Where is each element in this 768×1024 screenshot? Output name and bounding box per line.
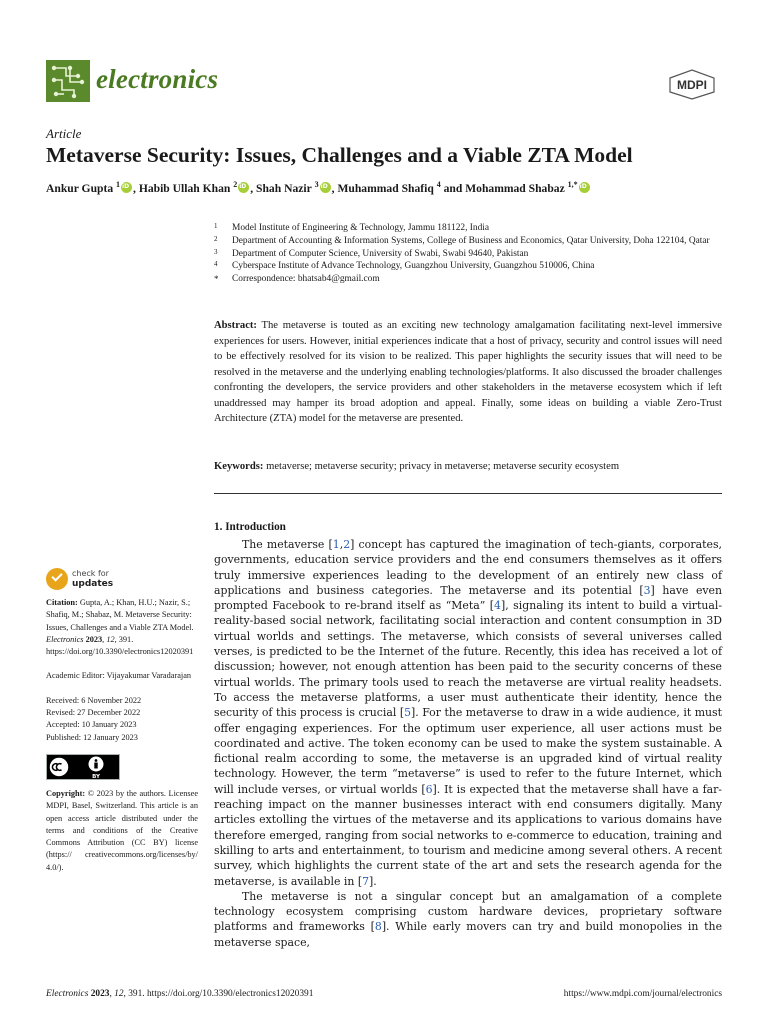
orcid-icon[interactable]	[320, 182, 331, 193]
section-divider	[214, 493, 722, 494]
circuit-icon	[46, 60, 90, 102]
copyright-label: Copyright:	[46, 788, 86, 798]
affiliation-item	[214, 260, 724, 273]
affiliations	[214, 222, 724, 286]
author-name[interactable]: Muhammad Shafiq	[337, 181, 434, 195]
paragraph: The metaverse is not a singular concept but an amalgamation of a complete technology ecosystem comprising custom hardware devices, proprietary software platforms and frameworks [8]. While early movers can try and build monopolies in the metaverse space,	[214, 889, 723, 949]
copyright	[46, 788, 198, 874]
author-separator: and	[440, 181, 466, 195]
footer-journal: Electronics	[46, 989, 89, 999]
mdpi-logo-text: MDPI	[677, 78, 707, 92]
author-separator: ,	[331, 181, 338, 195]
journal-name: electronics	[96, 64, 219, 94]
copyright-text: © 2023 by the authors. Licensee MDPI, Basel, Switzerland. This article is an open access article distributed under the terms and conditions of the Creative Commons Attribution (CC BY) license (https:// creativecommons.org/licenses/by/ 4.0/).	[46, 788, 199, 872]
citation-journal: Electronics	[46, 634, 84, 644]
check-icon	[46, 568, 68, 590]
author-name[interactable]: Mohammad Shabaz	[465, 181, 565, 195]
author-separator: ,	[133, 181, 139, 195]
orcid-icon[interactable]	[121, 182, 132, 193]
author-affil-sup: 3	[314, 180, 319, 189]
citation-ref-link[interactable]: 8	[374, 920, 382, 934]
author-affil-sup: 1	[116, 180, 121, 189]
author-affil-sup: 4	[436, 180, 441, 189]
author-list	[46, 180, 746, 195]
keywords	[214, 459, 722, 474]
affiliation-item	[214, 235, 724, 248]
check-updates-line1: check for	[72, 569, 109, 578]
section-heading: 1. Introduction	[214, 521, 286, 533]
journal-logo	[46, 60, 90, 102]
citation-ref-link[interactable]: 5	[404, 706, 412, 720]
check-updates-line2: updates	[72, 579, 114, 589]
citation-ref-link[interactable]: 6	[425, 782, 433, 796]
footer-volume: 12	[114, 989, 124, 999]
author-affil-sup: 1,*	[567, 180, 578, 189]
keywords-text: metaverse; metaverse security; privacy in metaverse; metaverse security ecosystem	[266, 461, 620, 472]
affiliation-number: 3	[214, 247, 218, 256]
keywords-label: Keywords:	[214, 461, 264, 472]
affiliation-number: 1	[214, 222, 218, 230]
citation-text: Gupta, A.; Khan, H.U.; Nazir, S.; Shafiq, M.; Shabaz, M. Metaverse Security: Issues, Challenges and a Viable ZTA Model.	[46, 598, 194, 632]
affiliation-text: Department of Accounting & Information Systems, College of Business and Economics, Qatar University, Doha 122104, Qatar	[232, 235, 710, 246]
author-separator: ,	[250, 181, 257, 195]
citation-ref-link[interactable]: 3	[643, 583, 651, 597]
affiliation-text: Model Institute of Engineering & Technology, Jammu 181122, India	[232, 223, 490, 233]
affiliation-text: Department of Computer Science, University of Swabi, Swabi 94640, Pakistan	[232, 248, 529, 259]
citation-ref-link[interactable]: 2	[343, 538, 351, 551]
cc-by-icon[interactable]	[46, 754, 120, 780]
footer-year: 2023	[90, 989, 110, 999]
date-revised: Revised: 27 December 2022	[46, 708, 141, 718]
correspondence-text[interactable]: Correspondence: bhatsab4@gmail.com	[232, 274, 380, 285]
abstract	[214, 318, 722, 427]
sidebar	[46, 597, 198, 886]
footer-doi-link[interactable]: , 391. https://doi.org/10.3390/electronics12020391	[123, 989, 314, 999]
citation: Citation: Gupta, A.; Khan, H.U.; Nazir, S.; Shafiq, M.; Shabaz, M. Metaverse Security: Issues, Challenges and a Viable ZTA Model. Electronics 2023, 12, 391. https://doi.org/10.3390/electronics12020391	[46, 598, 194, 657]
citation-ref-link[interactable]: 4	[494, 599, 501, 613]
affiliation-item	[214, 248, 724, 261]
citation-ref-link[interactable]: 1	[332, 538, 340, 551]
footer-journal-url[interactable]: https://www.mdpi.com/journal/electronics	[563, 989, 722, 999]
correspondence-mark: *	[214, 274, 219, 285]
author-name[interactable]: Habib Ullah Khan	[138, 181, 231, 195]
article-dates	[46, 695, 198, 744]
body-text	[214, 537, 722, 950]
author-name[interactable]: Shah Nazir	[256, 181, 312, 195]
affiliation-item	[214, 222, 724, 235]
affiliation-number: 4	[214, 260, 218, 269]
author-affil-sup: 2	[233, 180, 238, 189]
footer-citation: Electronics 2023, 12, 391. https://doi.org/10.3390/electronics12020391	[46, 989, 314, 999]
date-received: Received: 6 November 2022	[46, 695, 142, 705]
paragraph: The metaverse [1,2] concept has captured the imagination of tech-giants, corporates, governments, education service providers and the end consumers themselves as it offers truly immersive experiences leading to the development of an entirely new class of applications and business categories. The metaverse and its potential [3] have even prompted Facebook to re-brand itself as “Meta” [4], signaling its intent to build a virtual-reality-based social network, facilitating social interaction and content consumption in 3D virtual worlds and settings. The metaverse, which consists of several universes called verses, is predicted to be the Internet of the future. Recently, this idea has received a lot of discussion; however, not enough attention has been paid to the security concerns of these virtual worlds. The primary tools used to reach the metaverse are virtual reality headsets. To access the metaverse platforms, a user must authenticate their identity, hence the security of this process is crucial [5]. For the metaverse to draw in a wide audience, it must offer engaging experiences. For the optimum user experience, all user actions must be coordinated and active. The token economy can be used to make the system sustainable. A fictional realm according to some, the metaverse is an upgraded kind of virtual reality technology. However, the term “metaverse” is used to refer to the future Internet, which will include verses, or virtual worlds [6]. It is expected that the metaverse shall have a far-reaching impact on the manner businesses interact with end consumers digitally. Many articles extolling the virtues of the metaverse and its applications to various domains have therefore emerged, ranging from social networks to e-commerce to education, training and skilling to arts and entertainment, to tourism and medicine among several others. A recent survey, which highlights the current state of the art and sets the research agenda for the metaverse, is available in [7].	[214, 538, 723, 888]
affiliation-number: 2	[214, 234, 218, 243]
correspondence	[214, 273, 724, 286]
citation-label: Citation:	[46, 598, 78, 607]
affiliation-text: Cyberspace Institute of Advance Technology, Guangzhou University, Guangzhou 510006, China	[232, 261, 595, 272]
abstract-text: The metaverse is touted as an exciting new technology amalgamation facilitating next-level immersive experiences for users. However, initial experiences indicate that a host of privacy, security and control issues will need to be effectively resolved for its vision to be realized. This paper highlights the security issues that will need to be resolved in the metaverse and the underlying enabling technologies/platforms. It also discussed the broader challenges confronting the developers, the service providers and other stakeholders in the metaverse ecosystem which if left unaddressed may hamper its broad adoption and appeal. Finally, some ideas on building a viable Zero-Trust Architecture (ZTA) model for the metaverse are presented.	[214, 320, 722, 424]
academic-editor: Academic Editor: Vijayakumar Varadarajan	[46, 671, 192, 681]
abstract-label: Abstract:	[214, 320, 257, 331]
orcid-icon[interactable]	[579, 182, 590, 193]
orcid-icon[interactable]	[238, 182, 249, 193]
citation-doi[interactable]: , 391. https://doi.org/10.3390/electronics12020391	[46, 634, 194, 657]
page-title: Metaverse Security: Issues, Challenges and a Viable ZTA Model	[46, 143, 633, 167]
cc-by-label: BY	[92, 773, 100, 780]
citation-year: 2023	[85, 634, 103, 644]
article-type: Article	[46, 126, 82, 141]
date-accepted: Accepted: 10 January 2023	[46, 720, 137, 730]
mdpi-logo[interactable]	[664, 68, 720, 100]
citation-ref-link[interactable]: 7	[362, 874, 370, 888]
citation-volume: 12	[106, 634, 115, 644]
date-published: Published: 12 January 2023	[46, 732, 138, 742]
author-name[interactable]: Ankur Gupta	[46, 181, 114, 195]
